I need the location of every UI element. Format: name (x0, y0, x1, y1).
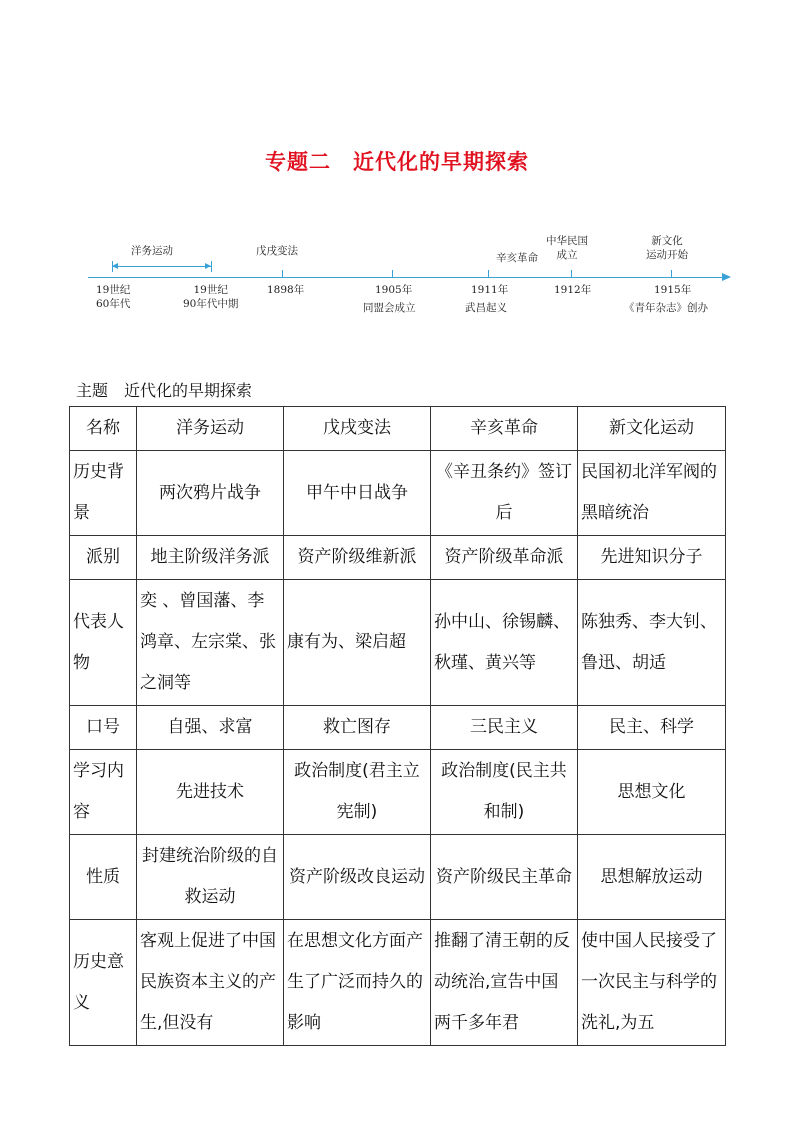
timeline-date: 19世纪 60年代 (96, 284, 131, 310)
span-arrow-right (205, 263, 211, 269)
table-header-row (70, 407, 726, 451)
table-cell: 政治制度(君主立宪制) (284, 750, 431, 835)
timeline-date: 1912年 (554, 284, 592, 296)
table-cell: 救亡图存 (284, 706, 431, 750)
table-cell: 政治制度(民主共和制) (431, 750, 578, 835)
timeline-tick (282, 270, 283, 277)
table-cell: 资产阶级民主革命 (431, 835, 578, 920)
table-cell: 孙中山、徐锡麟、秋瑾、黄兴等 (431, 580, 578, 706)
table-row (70, 706, 726, 750)
table-cell: 《辛丑条约》签订后 (431, 451, 578, 536)
header-cell: 名称 (70, 407, 137, 451)
header-cell: 辛亥革命 (431, 407, 578, 451)
table-cell: 使中国人民接受了一次民主与科学的洗礼,为五 (578, 920, 726, 1046)
timeline-tick (671, 270, 672, 277)
table-cell: 客观上促进了中国民族资本主义的产生,但没有 (137, 920, 284, 1046)
timeline-span-label: 洋务运动 (131, 245, 173, 257)
timeline-event-above: 辛亥革命 (496, 252, 538, 264)
row-label: 学习内容 (70, 750, 137, 835)
timeline-axis (88, 277, 724, 278)
timeline-event-above: 戊戌变法 (256, 245, 298, 257)
timeline-date: 1911年 (471, 284, 509, 296)
table-cell: 资产阶级改良运动 (284, 835, 431, 920)
row-label: 历史意义 (70, 920, 137, 1046)
timeline-arrow (722, 273, 731, 281)
header-cell: 新文化运动 (578, 407, 726, 451)
comparison-table (69, 406, 726, 1046)
table-cell: 资产阶级维新派 (284, 536, 431, 580)
table-cell: 民国初北洋军阀的黑暗统治 (578, 451, 726, 536)
span-cap-right (211, 261, 212, 272)
header-cell: 洋务运动 (137, 407, 284, 451)
table-cell: 先进知识分子 (578, 536, 726, 580)
timeline-date: 19世纪 90年代中期 (183, 284, 239, 310)
span-bracket (112, 266, 211, 267)
row-label: 派别 (70, 536, 137, 580)
timeline-tick (392, 270, 393, 277)
timeline-tick (571, 270, 572, 277)
table-cell: 甲午中日战争 (284, 451, 431, 536)
row-label: 性质 (70, 835, 137, 920)
table-row (70, 920, 726, 1046)
table-cell: 民主、科学 (578, 706, 726, 750)
table-cell: 三民主义 (431, 706, 578, 750)
table-cell: 封建统治阶级的自救运动 (137, 835, 284, 920)
table-cell: 两次鸦片战争 (137, 451, 284, 536)
table-cell: 陈独秀、李大钊、鲁迅、胡适 (578, 580, 726, 706)
table-cell: 自强、求富 (137, 706, 284, 750)
timeline-tick (488, 270, 489, 277)
timeline-date: 1905年 (375, 284, 413, 296)
table-cell: 思想解放运动 (578, 835, 726, 920)
table-cell: 推翻了清王朝的反动统治,宣告中国两千多年君 (431, 920, 578, 1046)
table-row (70, 536, 726, 580)
topic-heading: 主题 近代化的早期探索 (76, 381, 253, 400)
table-cell: 地主阶级洋务派 (137, 536, 284, 580)
table-row (70, 750, 726, 835)
table-row (70, 835, 726, 920)
page-title: 专题二 近代化的早期探索 (265, 150, 529, 174)
header-cell: 戊戌变法 (284, 407, 431, 451)
table-cell: 奕 、曾国藩、李鸿章、左宗棠、张之洞等 (137, 580, 284, 706)
timeline-event-above: 中华民国 成立 (546, 235, 588, 261)
table-row (70, 580, 726, 706)
table-cell: 在思想文化方面产生了广泛而持久的影响 (284, 920, 431, 1046)
span-arrow-left (112, 263, 118, 269)
table-cell: 资产阶级革命派 (431, 536, 578, 580)
row-label: 代表人物 (70, 580, 137, 706)
timeline-date: 1898年 (267, 284, 305, 296)
table-cell: 康有为、梁启超 (284, 580, 431, 706)
row-label: 历史背景 (70, 451, 137, 536)
table-cell: 思想文化 (578, 750, 726, 835)
table-cell: 先进技术 (137, 750, 284, 835)
timeline-date: 1915年 (654, 284, 692, 296)
row-label: 口号 (70, 706, 137, 750)
timeline-event-below: 同盟会成立 (363, 302, 416, 314)
table-row (70, 451, 726, 536)
timeline-event-above: 新文化 运动开始 (646, 235, 688, 261)
timeline-event-below: 《青年杂志》创办 (624, 302, 708, 314)
timeline-event-below: 武昌起义 (465, 302, 507, 314)
timeline (0, 0, 794, 330)
